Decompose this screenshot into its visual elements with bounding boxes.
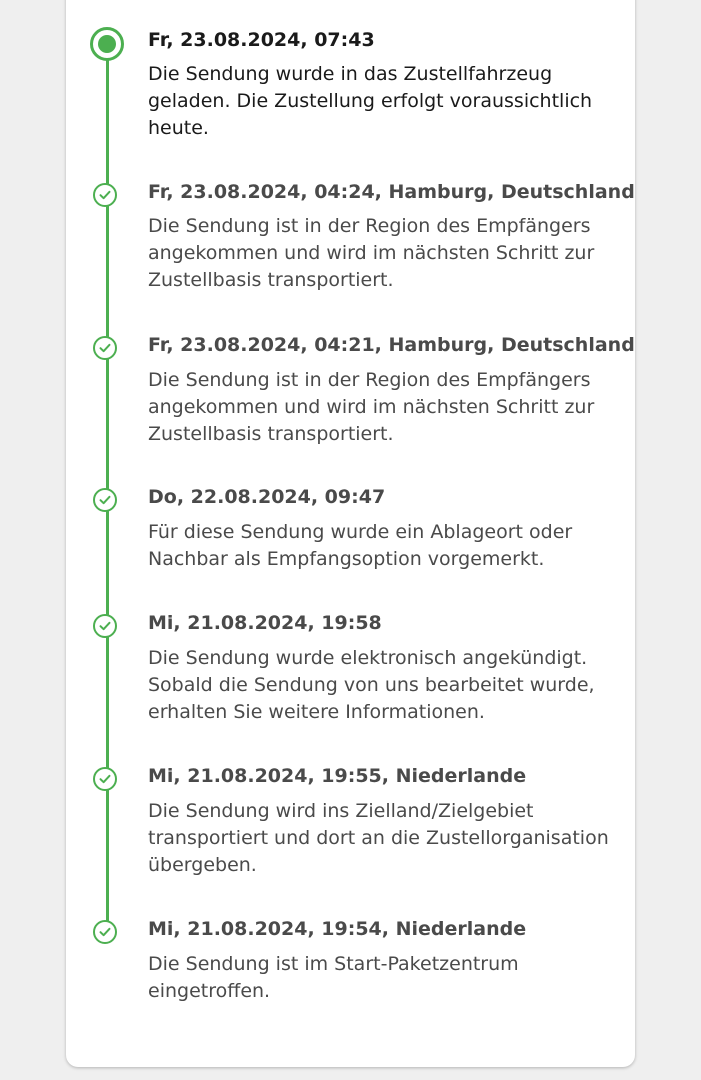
check-circle-icon (93, 336, 117, 360)
check-circle-icon (93, 488, 117, 512)
event-description: Die Sendung ist in der Region des Empfängers angekommen und wird im nächsten Schritt zur Zustellbasis transportiert. (148, 215, 595, 291)
check-circle-icon (93, 920, 117, 944)
current-status-dot-icon (90, 27, 124, 61)
event-description: Die Sendung wurde in das Zustellfahrzeug geladen. Die Zustellung erfolgt voraussichtlich heute. (148, 63, 593, 139)
event-description: Die Sendung wurde elektronisch angekündigt. Sobald die Sendung von uns bearbeitet wurde, erhalten Sie weitere Informationen. (148, 647, 595, 723)
event-timestamp: Fr, 23.08.2024, 04:24, Hamburg, Deutschland (148, 181, 635, 203)
check-circle-icon (93, 767, 117, 791)
event-description: Für diese Sendung wurde ein Ablageort oder Nachbar als Empfangsoption vorgemerkt. (148, 521, 573, 570)
event-timestamp: Mi, 21.08.2024, 19:58 (148, 612, 382, 634)
event-timestamp: Mi, 21.08.2024, 19:55, Niederlande (148, 765, 527, 787)
event-description: Die Sendung ist in der Region des Empfängers angekommen und wird im nächsten Schritt zur Zustellbasis transportiert. (148, 369, 595, 445)
event-timestamp: Do, 22.08.2024, 09:47 (148, 486, 386, 508)
event-timestamp: Mi, 21.08.2024, 19:54, Niederlande (148, 918, 527, 940)
event-timestamp: Fr, 23.08.2024, 07:43 (148, 29, 375, 51)
event-timestamp: Fr, 23.08.2024, 04:21, Hamburg, Deutschland (148, 334, 635, 356)
event-description: Die Sendung wird ins Zielland/Zielgebiet transportiert und dort an die Zustellorganisation übergeben. (148, 800, 609, 876)
event-description: Die Sendung ist im Start-Paketzentrum eingetroffen. (148, 953, 519, 1002)
check-circle-icon (93, 183, 117, 207)
check-circle-icon (93, 614, 117, 638)
